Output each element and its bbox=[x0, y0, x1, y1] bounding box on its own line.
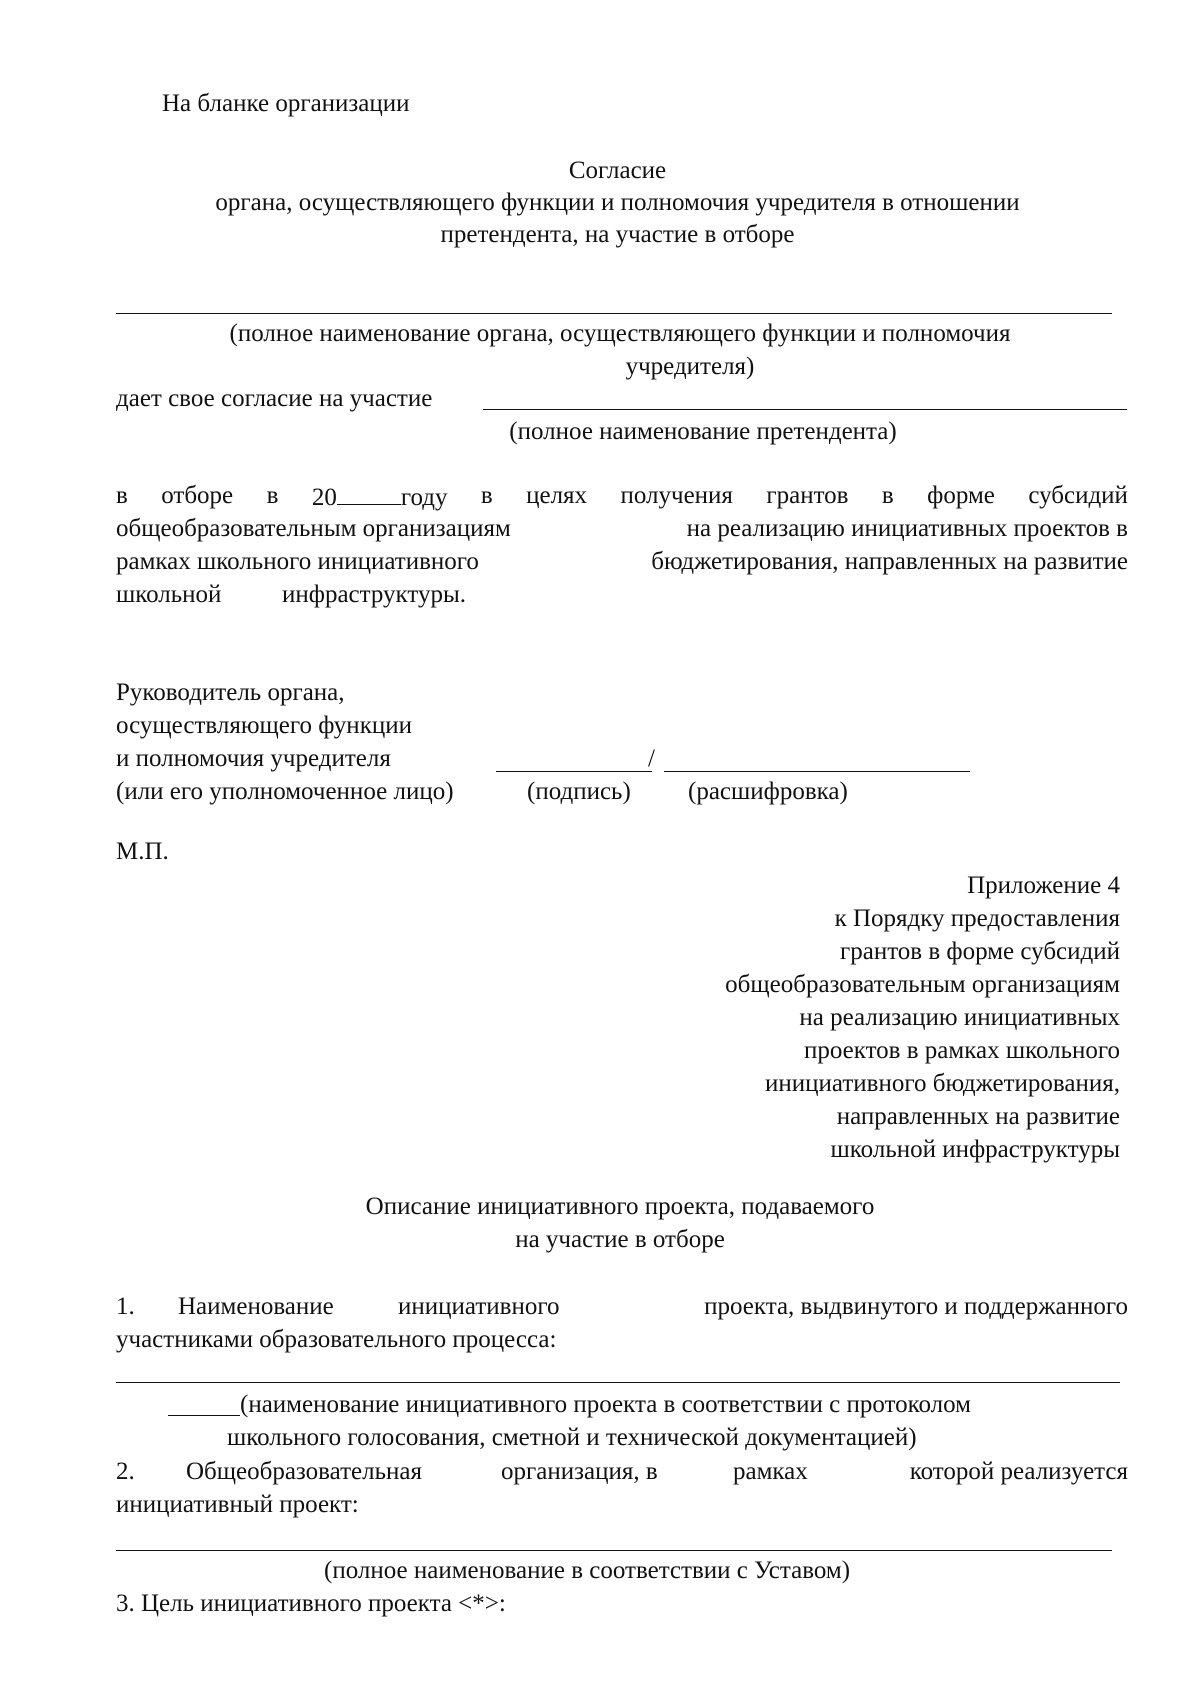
applicant-caption: (полное наименование претендента) bbox=[509, 418, 897, 445]
consent-paragraph-line2a: общеобразовательным организациям bbox=[116, 515, 511, 542]
description-title-line2: на участие в отборе bbox=[515, 1226, 725, 1253]
organization-name-field[interactable] bbox=[116, 1550, 1112, 1551]
item2-caption: (полное наименование в соответствии с Уставом) bbox=[324, 1557, 851, 1584]
head-line3: и полномочия учредителя bbox=[116, 745, 391, 772]
appendix-line: направленных на развитие bbox=[836, 1103, 1120, 1130]
appendix-line: инициативного бюджетирования, bbox=[765, 1070, 1120, 1097]
consent-paragraph-line3b: бюджетирования, направленных на развитие bbox=[651, 548, 1128, 575]
appendix-line: на реализацию инициативных bbox=[799, 1004, 1120, 1031]
signature-decode-field[interactable] bbox=[664, 771, 970, 772]
item1-number: 1. bbox=[116, 1293, 135, 1320]
consent-paragraph-line3a: рамках школьного инициативного bbox=[116, 548, 479, 575]
organ-name-field[interactable] bbox=[116, 313, 1112, 314]
year-blank[interactable] bbox=[337, 480, 401, 505]
consent-paragraph-line4b: инфраструктуры. bbox=[282, 581, 467, 608]
consent-paragraph-line1 bbox=[116, 480, 1128, 514]
consent-subtitle-line1: органа, осуществляющего функции и полномочия учредителя в отношении bbox=[215, 189, 1020, 216]
head-line2: осуществляющего функции bbox=[116, 712, 412, 739]
head-line4: (или его уполномоченное лицо) bbox=[116, 778, 454, 805]
para-word: в bbox=[266, 482, 279, 509]
para-word: в bbox=[116, 482, 128, 509]
consent-paragraph-line4a: школьной bbox=[116, 581, 222, 608]
appendix-line: Приложение 4 bbox=[967, 872, 1120, 899]
item2-number: 2. bbox=[116, 1458, 135, 1485]
consent-paragraph-line2b: на реализацию инициативных проектов в bbox=[686, 515, 1128, 542]
item1-word3: проекта, выдвинутого и поддержанного bbox=[704, 1293, 1128, 1320]
item2-word2: организация, в bbox=[501, 1458, 658, 1485]
appendix-line: общеобразовательным организациям bbox=[725, 971, 1120, 998]
item1-line2: участниками образовательного процесса: bbox=[116, 1326, 557, 1353]
item1-caption-line1: (наименование инициативного проекта в соответствии с протоколом bbox=[240, 1391, 971, 1418]
item1-word2: инициативного bbox=[398, 1293, 560, 1320]
appendix-block bbox=[560, 870, 1120, 1167]
project-name-field-indent[interactable] bbox=[168, 1415, 240, 1416]
para-word: целях bbox=[526, 482, 588, 509]
para-word: в bbox=[480, 482, 493, 509]
year-field[interactable] bbox=[312, 480, 448, 514]
year-prefix: 20 bbox=[311, 484, 337, 511]
head-line1: Руководитель органа, bbox=[116, 679, 345, 706]
item2-line2: инициативный проект: bbox=[116, 1491, 359, 1518]
stamp-place: М.П. bbox=[116, 838, 169, 865]
para-word: грантов bbox=[766, 482, 849, 509]
para-word: в bbox=[881, 482, 894, 509]
consent-title: Согласие bbox=[568, 157, 667, 184]
letterhead-note: На бланке организации bbox=[162, 90, 410, 117]
gives-consent-text: дает свое согласие на участие bbox=[116, 385, 433, 412]
signature-field[interactable] bbox=[496, 771, 652, 772]
description-title-line1: Описание инициативного проекта, подаваемого bbox=[365, 1193, 875, 1220]
decode-caption: (расшифровка) bbox=[688, 778, 848, 805]
signature-caption: (подпись) bbox=[527, 778, 631, 805]
appendix-line: грантов в форме субсидий bbox=[839, 938, 1120, 965]
appendix-line: проектов в рамках школьного bbox=[803, 1037, 1120, 1064]
para-word: получения bbox=[620, 482, 733, 509]
item1-word1: Наименование bbox=[178, 1293, 334, 1320]
item3-heading: 3. Цель инициативного проекта <*>: bbox=[116, 1590, 506, 1617]
para-word: отборе bbox=[161, 482, 234, 509]
para-word: году bbox=[400, 484, 448, 511]
para-word: форме bbox=[927, 482, 995, 509]
project-name-field[interactable] bbox=[116, 1382, 1120, 1383]
signature-slash: / bbox=[648, 745, 655, 772]
item2-word4: которой реализуется bbox=[909, 1458, 1128, 1485]
organ-caption-line2: учредителя) bbox=[625, 353, 755, 380]
item1-caption-line2: школьного голосования, сметной и технической документацией) bbox=[227, 1424, 917, 1451]
item2-word1: Общеобразовательная bbox=[186, 1458, 422, 1485]
consent-subtitle-line2: претендента, на участие в отборе bbox=[440, 221, 795, 248]
para-word: субсидий bbox=[1028, 482, 1128, 509]
appendix-line: школьной инфраструктуры bbox=[830, 1136, 1120, 1163]
applicant-name-field[interactable] bbox=[483, 409, 1127, 410]
item2-word3: рамках bbox=[733, 1458, 808, 1485]
appendix-line: к Порядку предоставления bbox=[834, 905, 1120, 932]
organ-caption-line1: (полное наименование органа, осуществляющего функции и полномочия bbox=[229, 320, 1011, 347]
